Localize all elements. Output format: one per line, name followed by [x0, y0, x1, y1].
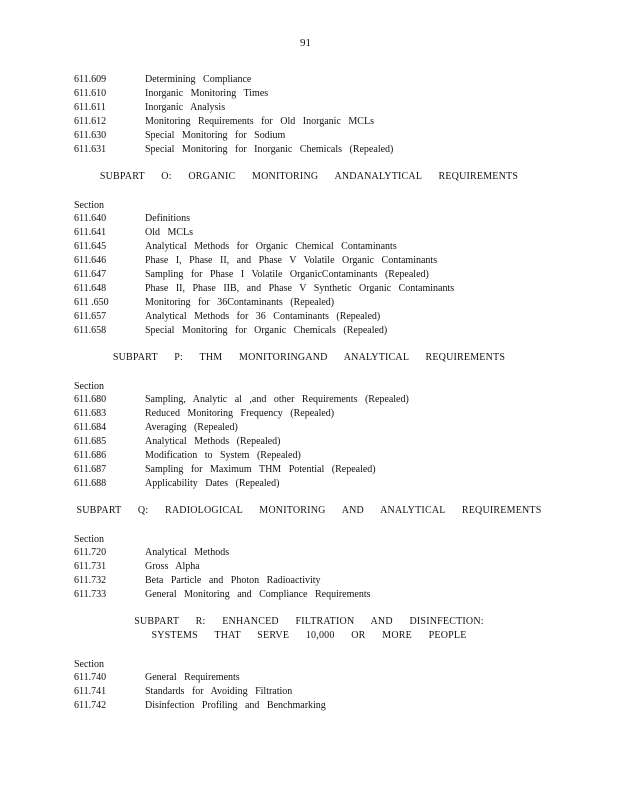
section-number: 611.688 [74, 478, 107, 489]
section-number: 611.658 [74, 325, 107, 336]
section-number: 611.647 [74, 269, 107, 280]
section-number: 611.648 [74, 283, 107, 294]
section-number: 611.657 [74, 311, 107, 322]
subpart-heading: SUBPART O: ORGANIC MONITORING ANDANALYTICAL REQUIREMENTS [99, 171, 519, 182]
section-title: Analytical Methods (Repealed) [145, 436, 281, 447]
section-title: Analytical Methods for Organic Chemical Contaminants [145, 241, 397, 252]
section-label: Section [74, 534, 104, 545]
section-title: Special Monitoring for Sodium [145, 130, 286, 141]
section-number: 611.646 [74, 255, 107, 266]
section-title: Averaging (Repealed) [145, 422, 238, 433]
section-title: Analytical Methods [145, 547, 230, 558]
section-title: Old MCLs [145, 227, 194, 238]
section-title: Reduced Monitoring Frequency (Repealed) [145, 408, 335, 419]
section-title: Gross Alpha [145, 561, 200, 572]
section-number: 611.630 [74, 130, 107, 141]
section-number: 611.612 [74, 116, 107, 127]
section-number: 611.720 [74, 547, 107, 558]
section-title: Special Monitoring for Inorganic Chemicals (Repealed) [145, 144, 394, 155]
section-title: Special Monitoring for Organic Chemicals (Repealed) [145, 325, 388, 336]
section-title: Analytical Methods for 36 Contaminants (Repealed) [145, 311, 381, 322]
section-number: 611.683 [74, 408, 107, 419]
section-title: Beta Particle and Photon Radioactivity [145, 575, 321, 586]
section-title: Sampling for Maximum THM Potential (Repealed) [145, 464, 376, 475]
section-title: Monitoring Requirements for Old Inorganic MCLs [145, 116, 374, 127]
section-label: Section [74, 200, 104, 211]
section-number: 611.631 [74, 144, 107, 155]
section-number: 611 .650 [74, 297, 109, 308]
section-label: Section [74, 381, 104, 392]
subpart-heading: SUBPART Q: RADIOLOGICAL MONITORING AND ANALYTICAL REQUIREMENTS [76, 505, 542, 516]
section-title: Applicability Dates (Repealed) [145, 478, 280, 489]
section-title: Sampling for Phase I Volatile OrganicContaminants (Repealed) [145, 269, 429, 280]
subpart-heading: SUBPART P: THM MONITORINGAND ANALYTICAL REQUIREMENTS [112, 352, 506, 363]
section-title: Phase II, Phase IIB, and Phase V Synthetic Organic Contaminants [145, 283, 455, 294]
section-number: 611.742 [74, 700, 107, 711]
section-title: General Monitoring and Compliance Requirements [145, 589, 371, 600]
section-number: 611.680 [74, 394, 107, 405]
subpart-heading: SUBPART R: ENHANCED FILTRATION AND DISINFECTION: [134, 616, 484, 627]
section-number: 611.640 [74, 213, 107, 224]
section-number: 611.685 [74, 436, 107, 447]
section-number: 611.645 [74, 241, 107, 252]
section-number: 611.741 [74, 686, 107, 697]
page-number: 91 [300, 37, 311, 49]
section-number: 611.733 [74, 589, 107, 600]
section-label-row [74, 533, 104, 547]
section-number: 611.641 [74, 227, 107, 238]
section-label-row [74, 658, 104, 672]
section-title: Modification to System (Repealed) [145, 450, 301, 461]
section-title: Standards for Avoiding Filtration [145, 686, 293, 697]
section-title: Phase I, Phase II, and Phase V Volatile Organic Contaminants [145, 255, 438, 266]
subpart-heading: SYSTEMS THAT SERVE 10,000 OR MORE PEOPLE [151, 630, 467, 641]
section-number: 611.732 [74, 575, 107, 586]
section-number: 611.731 [74, 561, 107, 572]
section-title: Determining Compliance [145, 74, 252, 85]
section-number: 611.610 [74, 88, 107, 99]
section-title: Monitoring for 36Contaminants (Repealed) [145, 297, 335, 308]
section-number: 611.740 [74, 672, 107, 683]
section-number: 611.611 [74, 102, 106, 113]
section-number: 611.684 [74, 422, 107, 433]
section-label-row [74, 199, 104, 213]
section-title: Inorganic Analysis [145, 102, 226, 113]
section-title: Sampling, Analytic al ,and other Requirements (Repealed) [145, 394, 409, 405]
section-label-row [74, 380, 104, 394]
section-label: Section [74, 659, 104, 670]
section-title: Disinfection Profiling and Benchmarking [145, 700, 326, 711]
section-number: 611.609 [74, 74, 107, 85]
section-title: Inorganic Monitoring Times [145, 88, 269, 99]
section-number: 611.687 [74, 464, 107, 475]
section-title: Definitions [145, 213, 190, 224]
section-number: 611.686 [74, 450, 107, 461]
section-title: General Requirements [145, 672, 240, 683]
